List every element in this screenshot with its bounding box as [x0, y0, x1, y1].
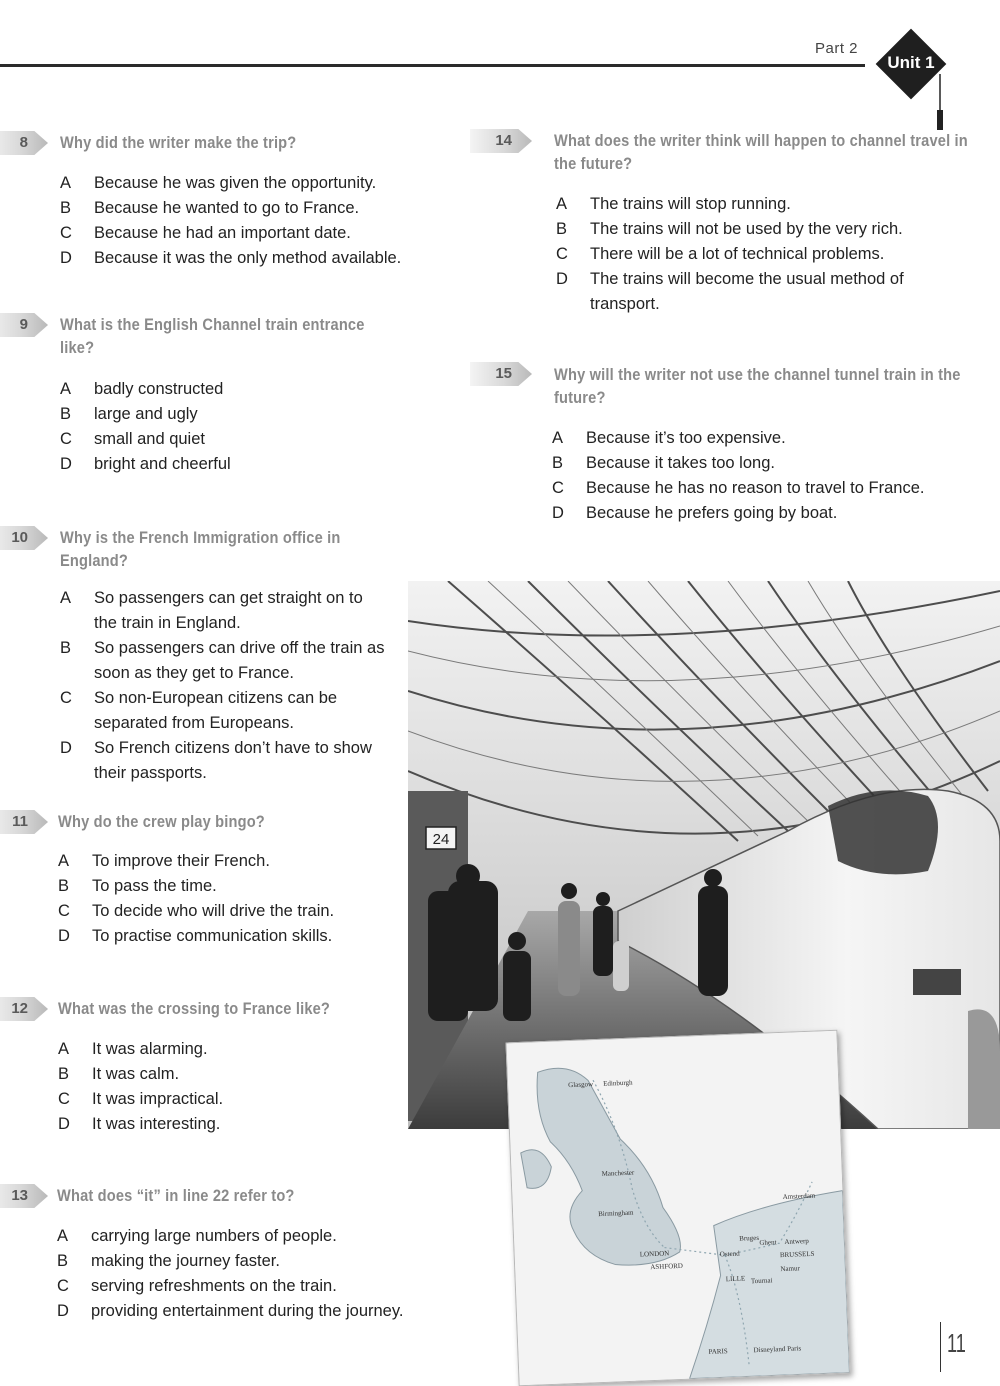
map-place-label: Disneyland Paris: [753, 1344, 802, 1355]
option-letter: C: [58, 1090, 70, 1108]
option-letter: B: [58, 1065, 70, 1083]
answer-option[interactable]: [60, 452, 390, 477]
option-text: providing entertainment during the journey.: [91, 1302, 404, 1320]
option-letter: C: [57, 1277, 69, 1295]
answer-option[interactable]: [60, 221, 460, 246]
option-letter: B: [552, 454, 564, 472]
option-text: So passengers can drive off the train as soon as they get to France.: [94, 639, 385, 682]
answer-option[interactable]: [60, 196, 460, 221]
question-number: 12: [11, 1000, 28, 1017]
option-text: There will be a lot of technical problems.: [590, 245, 885, 263]
option-text: badly constructed: [94, 380, 224, 398]
option-letter: B: [60, 199, 72, 217]
option-text: making the journey faster.: [91, 1252, 280, 1270]
answer-option[interactable]: [57, 1224, 477, 1249]
map-place-label: Amsterdam: [782, 1191, 816, 1201]
route-map-art: [507, 1031, 850, 1385]
answer-options: [60, 171, 460, 271]
answer-option[interactable]: [58, 899, 388, 924]
option-letter: D: [60, 249, 72, 267]
option-letter: A: [60, 174, 72, 192]
option-letter: B: [57, 1252, 69, 1270]
option-letter: A: [57, 1227, 69, 1245]
answer-option[interactable]: [58, 849, 388, 874]
option-text: To pass the time.: [92, 877, 217, 895]
answer-option[interactable]: [57, 1299, 477, 1324]
answer-option[interactable]: [58, 1062, 388, 1087]
answer-options: [552, 426, 982, 526]
option-letter: D: [57, 1302, 69, 1320]
page-number: 11: [947, 1328, 966, 1358]
question-number: 15: [495, 365, 512, 382]
question-number-tab: [0, 997, 48, 1021]
option-letter: D: [552, 504, 564, 522]
option-text: Because he prefers going by boat.: [586, 504, 838, 522]
answer-option[interactable]: [556, 217, 956, 242]
platform-sign: 24: [432, 831, 450, 848]
option-letter: D: [556, 270, 568, 288]
option-letter: D: [58, 1115, 70, 1133]
map-place-label: Tournai: [750, 1276, 773, 1286]
question-text: Why did the writer make the trip?: [60, 133, 297, 152]
option-text: The trains will stop running.: [590, 195, 791, 213]
answer-option[interactable]: [60, 736, 390, 786]
option-text: So non-European citizens can be separated from Europeans.: [94, 689, 338, 732]
option-text: bright and cheerful: [94, 455, 231, 473]
map-place-label: ASHFORD: [650, 1261, 684, 1272]
option-text: To decide who will drive the train.: [92, 902, 335, 920]
answer-option[interactable]: [60, 427, 390, 452]
answer-option[interactable]: [60, 377, 390, 402]
option-text: carrying large numbers of people.: [91, 1227, 337, 1245]
question-number: 14: [495, 132, 512, 149]
map-place-label: Edinburgh: [603, 1078, 633, 1088]
option-letter: B: [556, 220, 568, 238]
option-text: To practise communication skills.: [92, 927, 333, 945]
question-text: Why do the crew play bingo?: [58, 812, 265, 831]
answer-option[interactable]: [60, 171, 460, 196]
option-letter: A: [58, 1040, 70, 1058]
option-text: Because he wanted to go to France.: [94, 199, 360, 217]
option-letter: A: [552, 429, 564, 447]
answer-option[interactable]: [556, 192, 956, 217]
answer-option[interactable]: [60, 686, 390, 736]
question-number-tab: [0, 526, 48, 550]
answer-option[interactable]: [556, 267, 956, 317]
answer-option[interactable]: [552, 426, 982, 451]
answer-options: [60, 377, 390, 477]
map-place-label: LILLE: [725, 1274, 746, 1284]
option-text: small and quiet: [94, 430, 205, 448]
map-place-label: PARIS: [708, 1347, 728, 1356]
option-text: It was calm.: [92, 1065, 180, 1083]
option-letter: C: [58, 902, 70, 920]
question-number: 8: [19, 134, 28, 151]
map-place-label: Ghent: [759, 1238, 777, 1247]
option-text: The trains will not be used by the very rich.: [590, 220, 903, 238]
option-text: It was alarming.: [92, 1040, 208, 1058]
question-number-tab: [470, 362, 532, 386]
map-place-label: LONDON: [639, 1249, 670, 1259]
answer-option[interactable]: [58, 874, 388, 899]
option-letter: B: [60, 639, 72, 657]
page-number-rule: [940, 1322, 941, 1372]
option-text: Because it was the only method available.: [94, 249, 402, 267]
answer-options: [58, 849, 388, 949]
question-text: Why will the writer not use the channel tunnel train in the future?: [554, 365, 961, 407]
question-text: What does the writer think will happen to channel travel in the future?: [554, 131, 968, 173]
answer-options: [556, 192, 956, 317]
option-text: To improve their French.: [92, 852, 270, 870]
question-text: What does “it” in line 22 refer to?: [57, 1186, 295, 1205]
answer-option[interactable]: [58, 1037, 388, 1062]
option-letter: C: [60, 689, 72, 707]
map-place-label: Bruges: [739, 1233, 760, 1243]
option-text: So French citizens don’t have to show their passports.: [94, 739, 372, 782]
question-number: 9: [19, 316, 28, 333]
option-letter: A: [58, 852, 70, 870]
answer-option[interactable]: [60, 636, 390, 686]
question-text: What was the crossing to France like?: [58, 999, 331, 1018]
answer-option[interactable]: [58, 924, 388, 949]
option-text: Because he had an important date.: [94, 224, 351, 242]
unit-label: Unit 1: [887, 53, 935, 72]
option-text: large and ugly: [94, 405, 198, 423]
option-text: It was impractical.: [92, 1090, 224, 1108]
answer-option[interactable]: [60, 402, 390, 427]
answer-option[interactable]: [552, 476, 982, 501]
option-letter: A: [60, 589, 72, 607]
map-place-label: BRUSSELS: [779, 1249, 815, 1260]
part-label: Part 2: [815, 40, 859, 57]
answer-option[interactable]: [556, 242, 956, 267]
option-letter: C: [552, 479, 564, 497]
question-number: 11: [12, 813, 28, 830]
answer-option[interactable]: [60, 246, 460, 271]
map-place-label: Ostend: [719, 1249, 740, 1259]
question-number: 10: [11, 529, 28, 546]
option-letter: B: [60, 405, 72, 423]
option-letter: D: [60, 739, 72, 757]
option-text: Because it’s too expensive.: [586, 429, 786, 447]
option-text: Because it takes too long.: [586, 454, 775, 472]
route-map: [506, 1030, 851, 1386]
option-letter: D: [58, 927, 70, 945]
question-number-tab: [0, 313, 48, 337]
answer-option[interactable]: [57, 1274, 477, 1299]
question-text: What is the English Channel train entrance like?: [60, 315, 365, 357]
answer-options: [57, 1224, 477, 1324]
option-letter: A: [556, 195, 568, 213]
option-letter: D: [60, 455, 72, 473]
answer-option[interactable]: [57, 1249, 477, 1274]
tassel-icon: [935, 74, 945, 130]
answer-option[interactable]: [552, 451, 982, 476]
unit-badge: [875, 28, 947, 100]
option-letter: C: [60, 224, 72, 242]
map-place-label: Manchester: [601, 1168, 635, 1178]
header-rule: [0, 64, 865, 67]
answer-option[interactable]: [58, 1087, 388, 1112]
question-number: 13: [11, 1187, 28, 1204]
answer-options: [60, 586, 390, 786]
option-letter: C: [556, 245, 568, 263]
answer-option[interactable]: [552, 501, 982, 526]
option-letter: A: [60, 380, 72, 398]
map-place-label: Birmingham: [598, 1208, 634, 1219]
option-text: The trains will become the usual method of transport.: [590, 270, 904, 313]
answer-options: [58, 1037, 388, 1137]
option-text: Because he has no reason to travel to France.: [586, 479, 925, 497]
option-text: It was interesting.: [92, 1115, 221, 1133]
option-text: serving refreshments on the train.: [91, 1277, 337, 1295]
option-text: Because he was given the opportunity.: [94, 174, 377, 192]
option-letter: B: [58, 877, 70, 895]
answer-option[interactable]: [60, 586, 390, 636]
question-text: Why is the French Immigration office in England?: [60, 528, 341, 570]
question-number-tab: [470, 129, 532, 153]
option-letter: C: [60, 430, 72, 448]
map-place-label: Glasgow: [568, 1080, 594, 1090]
question-number-tab: [0, 810, 48, 834]
option-text: So passengers can get straight on to the train in England.: [94, 589, 363, 632]
map-place-label: Antwerp: [784, 1237, 810, 1246]
question-number-tab: [0, 1184, 48, 1208]
map-place-label: Namur: [780, 1264, 801, 1274]
question-number-tab: [0, 131, 48, 155]
answer-option[interactable]: [58, 1112, 388, 1137]
